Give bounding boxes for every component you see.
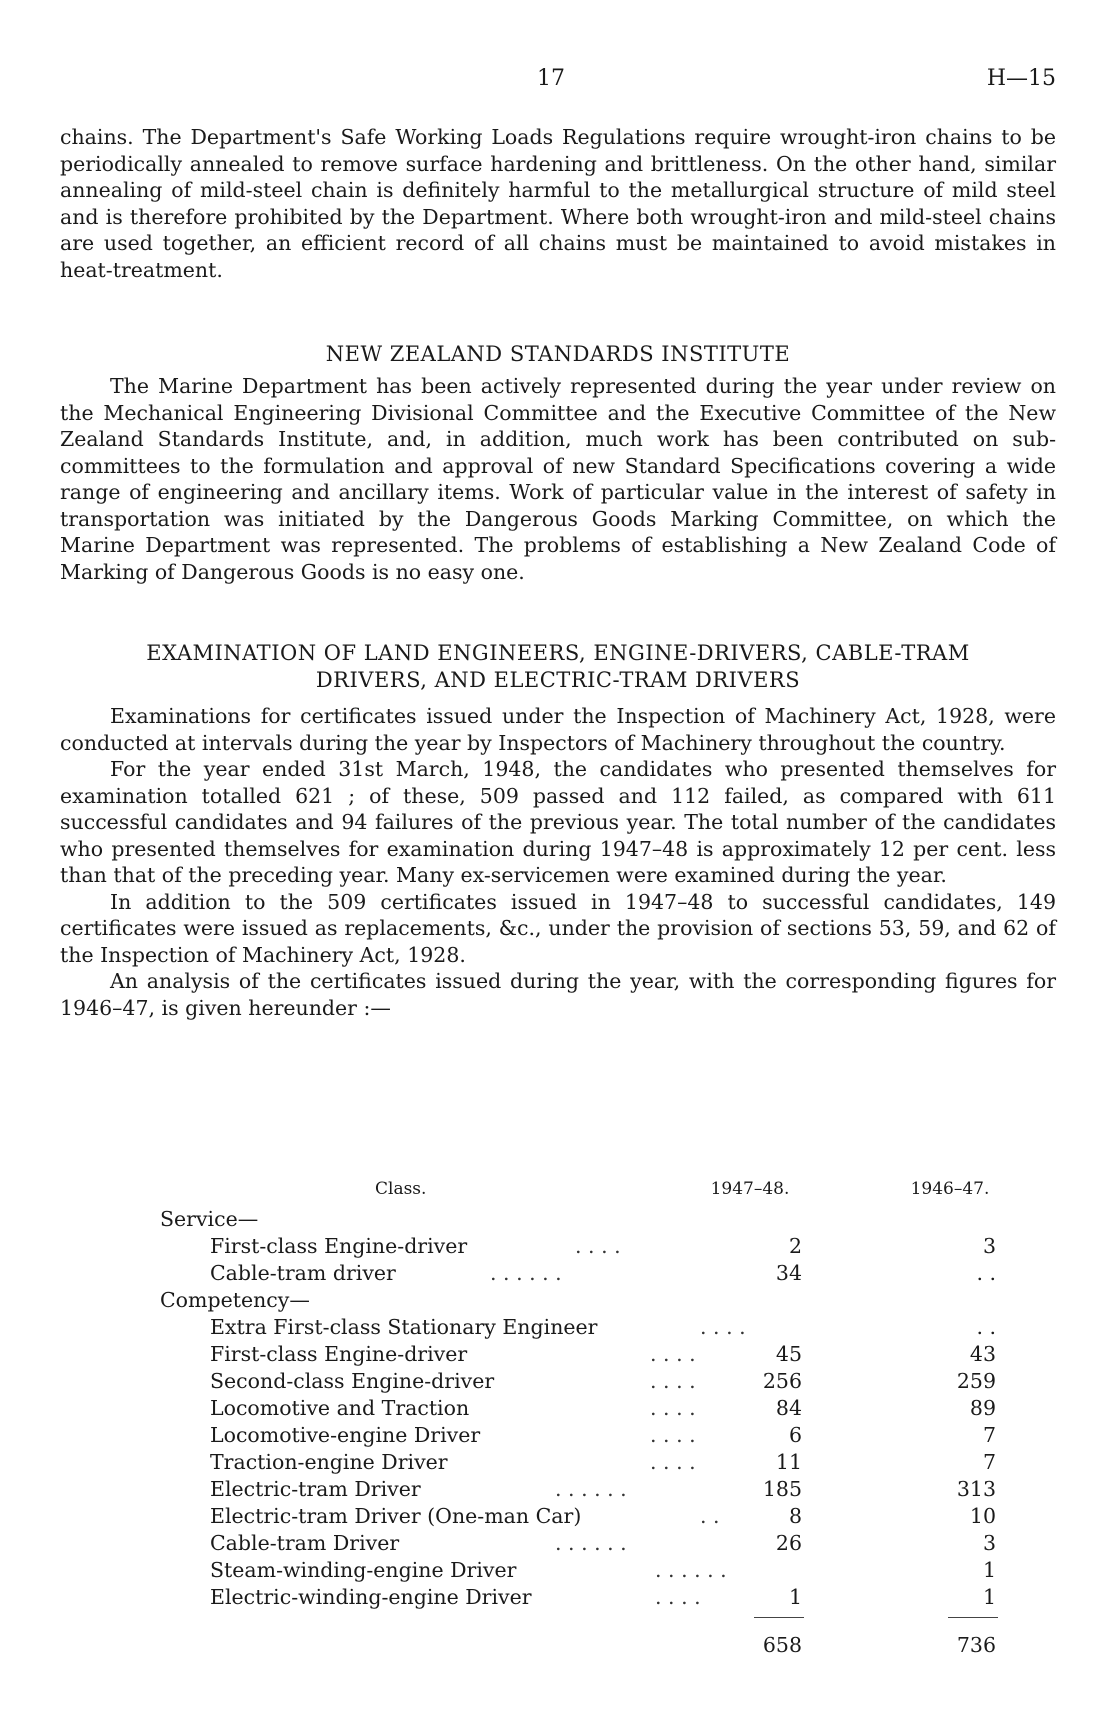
standards-paragraph: The Marine Department has been actively represented during the year under review on the Mechanical Engineering Divisional Committee and the Executive Committee of the New Zealand Standards Institute, and, in addition, much work has been contributed on sub-committees to the formulation and approval of new Standard Specifications covering a wide range of engineering and ancillary items. Work of particular value in the interest of safety in transportation was initiated by the Dangerous Goods Marking Committee, on which the Marine Department was represented. The problems of establishing a New Zealand Code of Marking of Dangerous Goods is no easy one. <box>60 374 1056 584</box>
row-value-1947-48: 8 <box>788 1504 802 1528</box>
row-leader-dots: . . . . <box>650 1450 696 1474</box>
table-group-label <box>60 1287 1056 1314</box>
row-value-1947-48: 2 <box>788 1234 802 1258</box>
table-total-row <box>60 1625 1056 1665</box>
row-class-name: Cable-tram Driver <box>210 1531 400 1555</box>
total-rule-1947-48 <box>754 1617 804 1618</box>
section-heading-line-2: DRIVERS, AND ELECTRIC-TRAM DRIVERS <box>315 668 801 692</box>
row-value-1947-48: 34 <box>775 1261 802 1285</box>
table-row <box>60 1530 1056 1557</box>
table-row <box>60 1584 1056 1611</box>
row-leader-dots: . . . . <box>575 1234 621 1258</box>
table-row <box>60 1449 1056 1476</box>
total-rule-row <box>60 1611 1056 1625</box>
row-value-1947-48: 1 <box>788 1585 802 1609</box>
table-row <box>60 1314 1056 1341</box>
total-1947-48: 658 <box>762 1633 802 1657</box>
table-row <box>60 1557 1056 1584</box>
row-class-name: Traction-engine Driver <box>210 1450 448 1474</box>
table-row <box>60 1476 1056 1503</box>
row-class-name: Second-class Engine-driver <box>210 1369 495 1393</box>
section-heading-examination <box>60 640 1056 694</box>
row-class-name: First-class Engine-driver <box>210 1342 468 1366</box>
intro-paragraph-block <box>60 124 1056 283</box>
page-header <box>0 66 1114 96</box>
row-class-name: Steam-winding-engine Driver <box>210 1558 517 1582</box>
row-leader-dots: . . . . . . <box>490 1261 562 1285</box>
examination-paragraph: For the year ended 31st March, 1948, the candidates who presented themselves for examination totalled 621 ; of these, 509 passed and 112 failed, as compared with 611 successful candidates and 94 failures of the previous year. The total number of the candidates who presented themselves for examination during 1947–48 is approximately 12 per cent. less than that of the preceding year. Many ex-servicemen were examined during the year. <box>60 757 1056 887</box>
standards-paragraph-block <box>60 373 1056 585</box>
row-value-1946-47: 3 <box>982 1531 996 1555</box>
row-leader-dots: . . . . . . <box>655 1558 727 1582</box>
row-value-1946-47: 1 <box>982 1585 996 1609</box>
row-leader-dots: . . . . <box>650 1396 696 1420</box>
row-leader-dots: . . . . <box>650 1423 696 1447</box>
total-rule-1946-47 <box>948 1617 998 1618</box>
row-value-1947-48: 84 <box>775 1396 802 1420</box>
table-row <box>60 1260 1056 1287</box>
row-leader-dots: . . . . <box>650 1369 696 1393</box>
row-value-1947-48: 11 <box>775 1450 802 1474</box>
series-reference: H—15 <box>986 66 1056 91</box>
table-group-label <box>60 1206 1056 1233</box>
group-label-competency: Competency— <box>160 1288 310 1312</box>
examination-paragraph: In addition to the 509 certificates issued in 1947–48 to successful candidates, 149 certificates were issued as replacements, &c., under the provision of sections 53, 59, and 62 of the Inspection of Machinery Act, 1928. <box>60 889 1056 967</box>
row-leader-dots: . . . . . . <box>555 1531 627 1555</box>
row-leader-dots: . . . . <box>655 1585 701 1609</box>
row-value-1946-47: . . <box>976 1261 996 1285</box>
examination-paragraphs <box>60 703 1056 1021</box>
table-row <box>60 1341 1056 1368</box>
column-header-1946-47: 1946–47. <box>910 1179 990 1199</box>
row-class-name: Cable-tram driver <box>210 1261 396 1285</box>
row-value-1946-47: 89 <box>969 1396 996 1420</box>
row-value-1946-47: 3 <box>982 1234 996 1258</box>
examination-paragraph: An analysis of the certificates issued during the year, with the corresponding figures for 1946–47, is given hereunder :— <box>60 969 1056 1020</box>
table-row <box>60 1395 1056 1422</box>
row-value-1946-47: 7 <box>982 1423 996 1447</box>
row-class-name: Locomotive-engine Driver <box>210 1423 481 1447</box>
table-row <box>60 1233 1056 1260</box>
row-class-name: Locomotive and Traction <box>210 1396 470 1420</box>
row-leader-dots: . . . . <box>700 1315 746 1339</box>
row-class-name: Electric-tram Driver <box>210 1477 421 1501</box>
examination-paragraph: Examinations for certificates issued under the Inspection of Machinery Act, 1928, were conducted at intervals during the year by Inspectors of Machinery throughout the country. <box>60 704 1056 755</box>
page-number: 17 <box>537 66 565 91</box>
table-row <box>60 1422 1056 1449</box>
row-leader-dots: . . . . . . <box>555 1477 627 1501</box>
row-class-name: Electric-tram Driver (One-man Car) <box>210 1504 582 1528</box>
row-value-1946-47: 7 <box>982 1450 996 1474</box>
row-value-1947-48: 185 <box>762 1477 802 1501</box>
row-value-1946-47: 43 <box>969 1342 996 1366</box>
row-class-name: First-class Engine-driver <box>210 1234 468 1258</box>
row-class-name: Electric-winding-engine Driver <box>210 1585 532 1609</box>
total-1946-47: 736 <box>956 1633 996 1657</box>
row-value-1947-48: 256 <box>762 1369 802 1393</box>
intro-paragraph: chains. The Department's Safe Working Loads Regulations require wrought-iron chains to be periodically annealed to remove surface hardening and brittleness. On the other hand, similar annealing of mild-steel chain is definitely harmful to the metallurgical structure of mild steel and is therefore prohibited by the Department. Where both wrought-iron and mild-steel chains are used together, an efficient record of all chains must be maintained to avoid mistakes in heat-treatment. <box>60 125 1056 282</box>
row-value-1947-48: 45 <box>775 1342 802 1366</box>
column-header-1947-48: 1947–48. <box>710 1179 790 1199</box>
row-value-1946-47: 313 <box>956 1477 996 1501</box>
table-row <box>60 1368 1056 1395</box>
row-value-1946-47: . . <box>976 1315 996 1339</box>
table-row <box>60 1503 1056 1530</box>
row-leader-dots: . . . . <box>650 1342 696 1366</box>
section-heading-line-1: EXAMINATION OF LAND ENGINEERS, ENGINE-DRIVERS, CABLE-TRAM <box>146 641 970 665</box>
section-heading-standards: NEW ZEALAND STANDARDS INSTITUTE <box>325 342 791 366</box>
group-label-service: Service— <box>160 1207 259 1231</box>
table-header-row <box>60 1176 1056 1206</box>
certificates-table <box>60 1176 1056 1665</box>
row-value-1946-47: 259 <box>956 1369 996 1393</box>
row-value-1947-48: 6 <box>788 1423 802 1447</box>
column-header-class: Class. <box>375 1179 427 1199</box>
row-value-1946-47: 10 <box>969 1504 996 1528</box>
row-leader-dots: . . <box>700 1504 720 1528</box>
row-class-name: Extra First-class Stationary Engineer <box>210 1315 598 1339</box>
row-value-1946-47: 1 <box>982 1558 996 1582</box>
row-value-1947-48: 26 <box>775 1531 802 1555</box>
